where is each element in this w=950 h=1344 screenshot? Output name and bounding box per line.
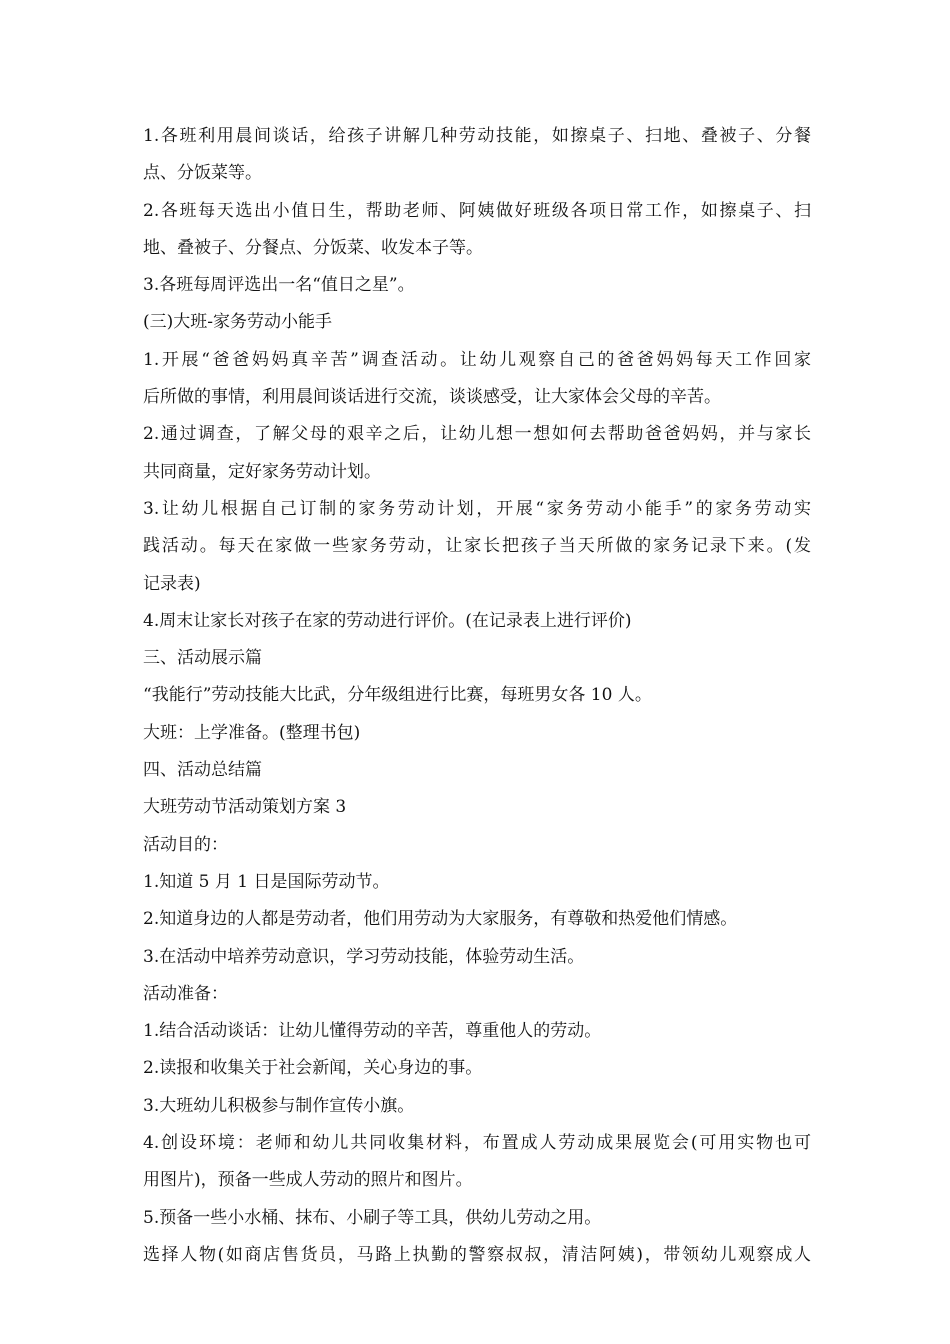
text-line: 点、分饭菜等。 bbox=[143, 163, 262, 184]
text-line: 大班：上学准备。(整理书包) bbox=[143, 722, 361, 743]
text-line: 2.读报和收集关于社会新闻，关心身边的事。 bbox=[143, 1058, 483, 1079]
text-line: 1.开展“爸爸妈妈真辛苦”调查活动。让幼儿观察自己的爸爸妈妈每天工作回家 bbox=[143, 349, 811, 370]
text-line: 选择人物(如商店售货员，马路上执勤的警察叔叔，清洁阿姨)，带领幼儿观察成人 bbox=[143, 1244, 811, 1265]
text-line: 4.创设环境：老师和幼儿共同收集材料，布置成人劳动成果展览会(可用实物也可 bbox=[143, 1133, 811, 1154]
section-heading: 活动目的： bbox=[143, 834, 228, 855]
text-line: 践活动。每天在家做一些家务劳动，让家长把孩子当天所做的家务记录下来。(发 bbox=[143, 536, 811, 557]
text-line: 共同商量，定好家务劳动计划。 bbox=[143, 461, 381, 482]
document-subtitle: 大班劳动节活动策划方案 3 bbox=[143, 797, 347, 818]
text-line: 3.让幼儿根据自己订制的家务劳动计划，开展“家务劳动小能手”的家务劳动实 bbox=[143, 498, 811, 519]
text-line: 1.结合活动谈话：让幼儿懂得劳动的辛苦，尊重他人的劳动。 bbox=[143, 1021, 602, 1042]
text-line: 地、叠被子、分餐点、分饭菜、收发本子等。 bbox=[143, 237, 483, 258]
text-line: 2.知道身边的人都是劳动者，他们用劳动为大家服务，有尊敬和热爱他们情感。 bbox=[143, 909, 738, 930]
text-line: 用图片)，预备一些成人劳动的照片和图片。 bbox=[143, 1170, 473, 1191]
text-line: 1.各班利用晨间谈话，给孩子讲解几种劳动技能，如擦桌子、扫地、叠被子、分餐 bbox=[143, 126, 811, 146]
text-line: 5.预备一些小水桶、抹布、小刷子等工具，供幼儿劳动之用。 bbox=[143, 1207, 602, 1228]
text-line: “我能行”劳动技能大比武，分年级组进行比赛，每班男女各 10 人。 bbox=[143, 685, 652, 706]
text-line: 3.在活动中培养劳动意识，学习劳动技能，体验劳动生活。 bbox=[143, 946, 585, 967]
section-heading: 三、活动展示篇 bbox=[143, 648, 262, 669]
document-body bbox=[143, 118, 811, 1274]
section-heading: 活动准备： bbox=[143, 983, 228, 1004]
text-line: 3.大班幼儿积极参与制作宣传小旗。 bbox=[143, 1095, 415, 1116]
text-line: 3.各班每周评选出一名“值日之星”。 bbox=[143, 275, 415, 296]
text-line: 2.各班每天选出小值日生，帮助老师、阿姨做好班级各项日常工作，如擦桌子、扫 bbox=[143, 200, 811, 221]
section-heading: (三)大班-家务劳动小能手 bbox=[143, 312, 333, 333]
text-line: 1.知道 5 月 1 日是国际劳动节。 bbox=[143, 871, 390, 892]
text-line: 记录表) bbox=[143, 573, 201, 594]
text-line: 后所做的事情，利用晨间谈话进行交流，谈谈感受，让大家体会父母的辛苦。 bbox=[143, 387, 721, 408]
section-heading: 四、活动总结篇 bbox=[143, 760, 262, 781]
text-line: 4.周末让家长对孩子在家的劳动进行评价。(在记录表上进行评价) bbox=[143, 610, 632, 631]
text-line: 2.通过调查，了解父母的艰辛之后，让幼儿想一想如何去帮助爸爸妈妈，并与家长 bbox=[143, 424, 811, 445]
